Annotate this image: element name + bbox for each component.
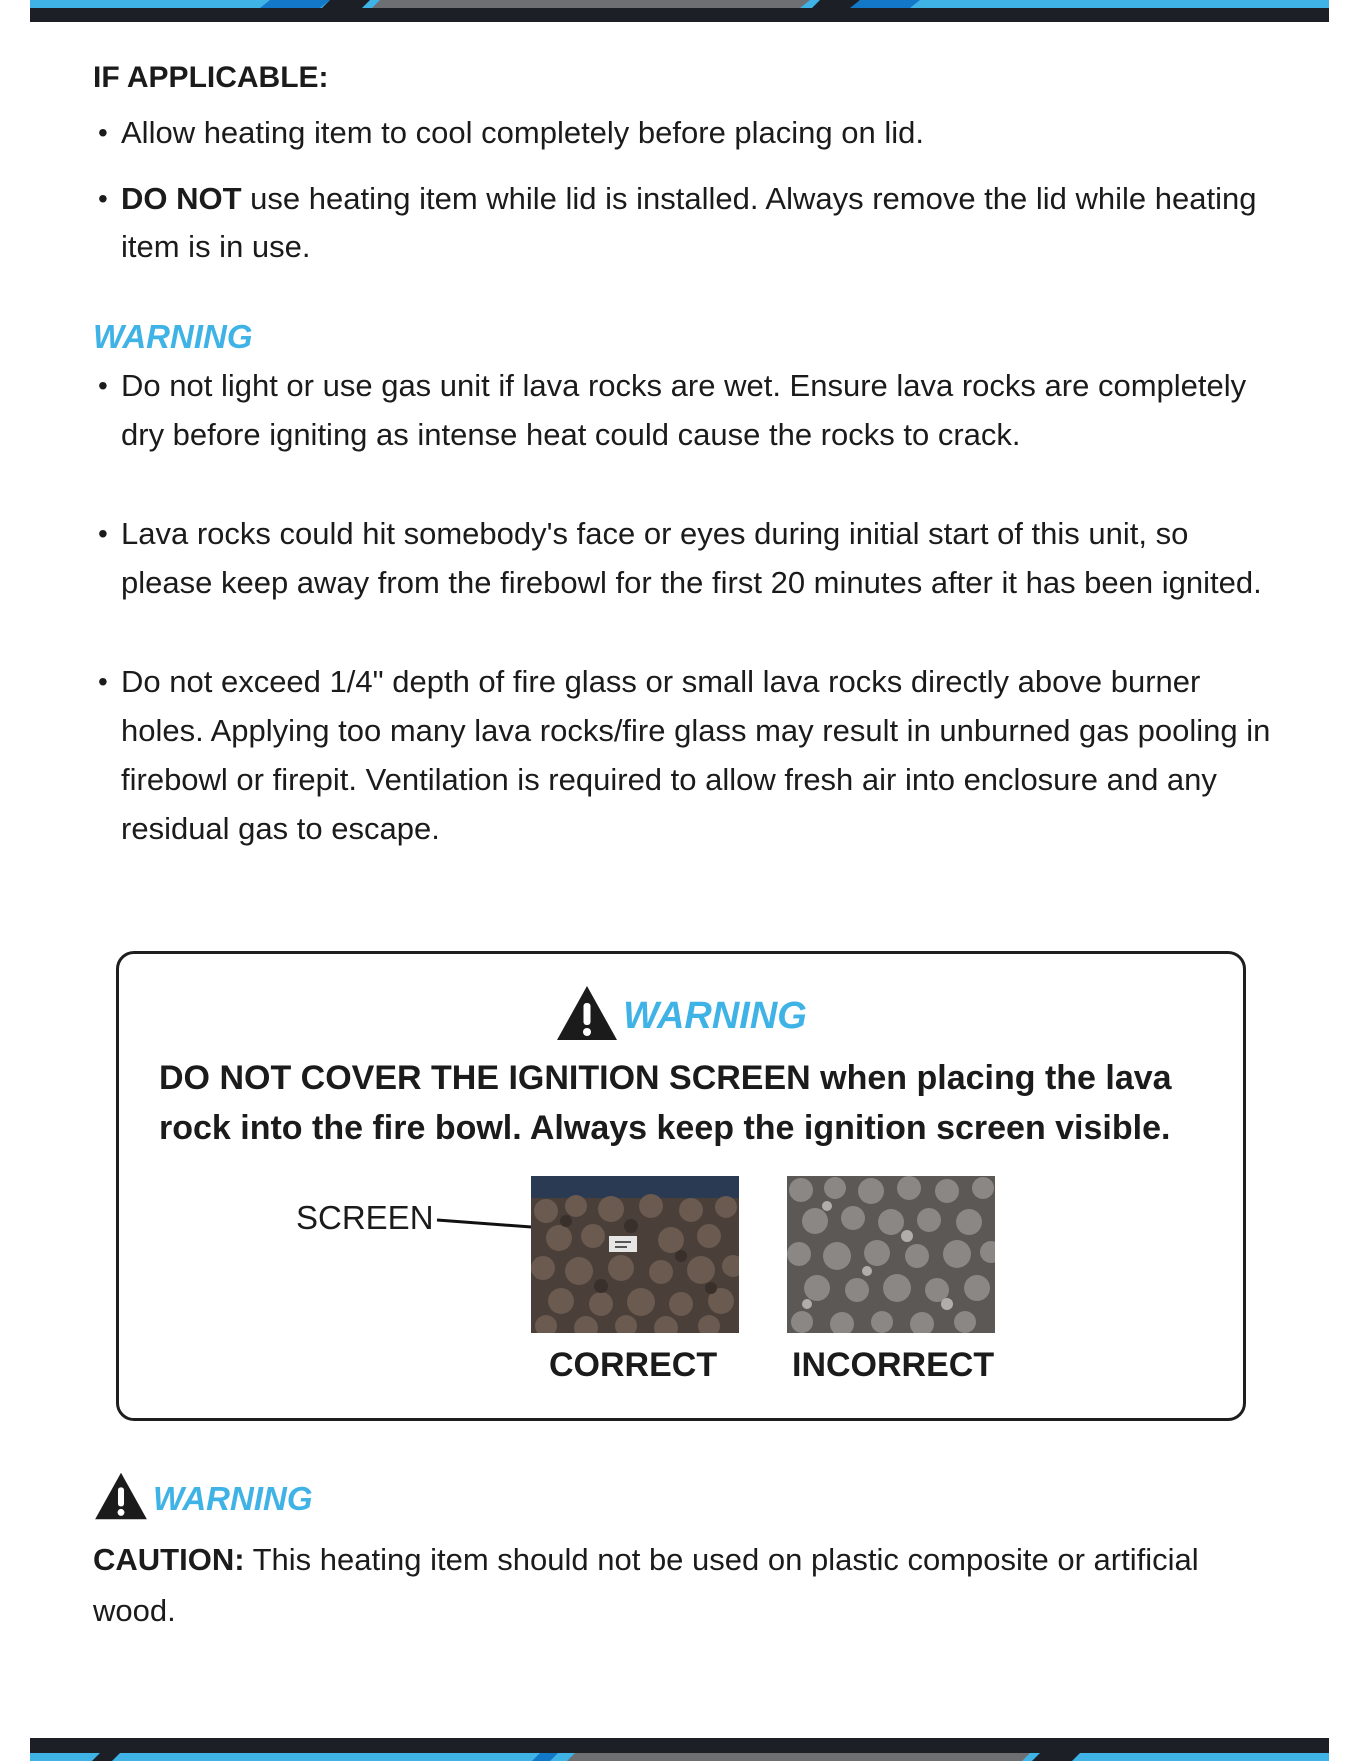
do-not-emphasis: DO NOT <box>121 181 242 216</box>
bottom-warning-title: WARNING <box>153 1479 313 1517</box>
bottom-footer-band <box>30 1738 1329 1761</box>
caution-text: This heating item should not be used on plastic composite or artificial wood. <box>93 1542 1199 1628</box>
bullet-text: Allow heating item to cool completely before placing on lid. <box>121 115 925 150</box>
box-warning-text: DO NOT COVER THE IGNITION SCREEN when placing the lava rock into the fire bowl. Always keep the ignition screen visible. <box>159 1059 1172 1147</box>
list-item <box>93 175 1273 271</box>
bullet-text: use heating item while lid is installed. Always remove the lid while heating item is in use. <box>121 181 1257 264</box>
bullet-text: Lava rocks could hit somebody's face or eyes during initial start of this unit, so please keep away from the firebowl for the first 20 minutes after it has been ignited. <box>121 516 1262 600</box>
bullet-text: Do not exceed 1/4" depth of fire glass or small lava rocks directly above burner holes. Applying too many lava rocks/fire glass may result in unburned gas pooling in firebowl or firepit. Ventilation is required to allow fresh air into enclosure and any residual gas to escape. <box>121 664 1271 846</box>
box-warning-title: WARNING <box>623 994 807 1037</box>
correct-caption: CORRECT <box>549 1346 718 1384</box>
bullet-text: Do not light or use gas unit if lava rocks are wet. Ensure lava rocks are completely dry before igniting as intense heat could cause the rocks to crack. <box>121 368 1247 452</box>
if-applicable-section <box>93 58 1273 853</box>
incorrect-lava-rock-photo <box>787 1176 995 1333</box>
warning-heading: WARNING <box>93 318 253 355</box>
if-applicable-heading: IF APPLICABLE: <box>93 61 329 94</box>
bottom-warning-heading <box>93 1471 313 1526</box>
top-header-band <box>30 0 1329 22</box>
box-title <box>119 984 1243 1047</box>
caution-paragraph <box>93 1534 1273 1636</box>
correct-lava-rock-photo <box>531 1176 739 1333</box>
caution-label: CAUTION: <box>93 1542 245 1577</box>
list-item <box>93 509 1273 607</box>
warning-triangle-icon <box>93 1471 149 1526</box>
ignition-screen-warning-box <box>116 951 1246 1421</box>
list-item <box>93 361 1273 459</box>
list-item <box>93 108 1273 157</box>
warning-triangle-icon <box>555 984 619 1047</box>
incorrect-caption: INCORRECT <box>792 1346 995 1384</box>
screen-label: SCREEN <box>296 1199 434 1236</box>
list-item <box>93 657 1273 853</box>
